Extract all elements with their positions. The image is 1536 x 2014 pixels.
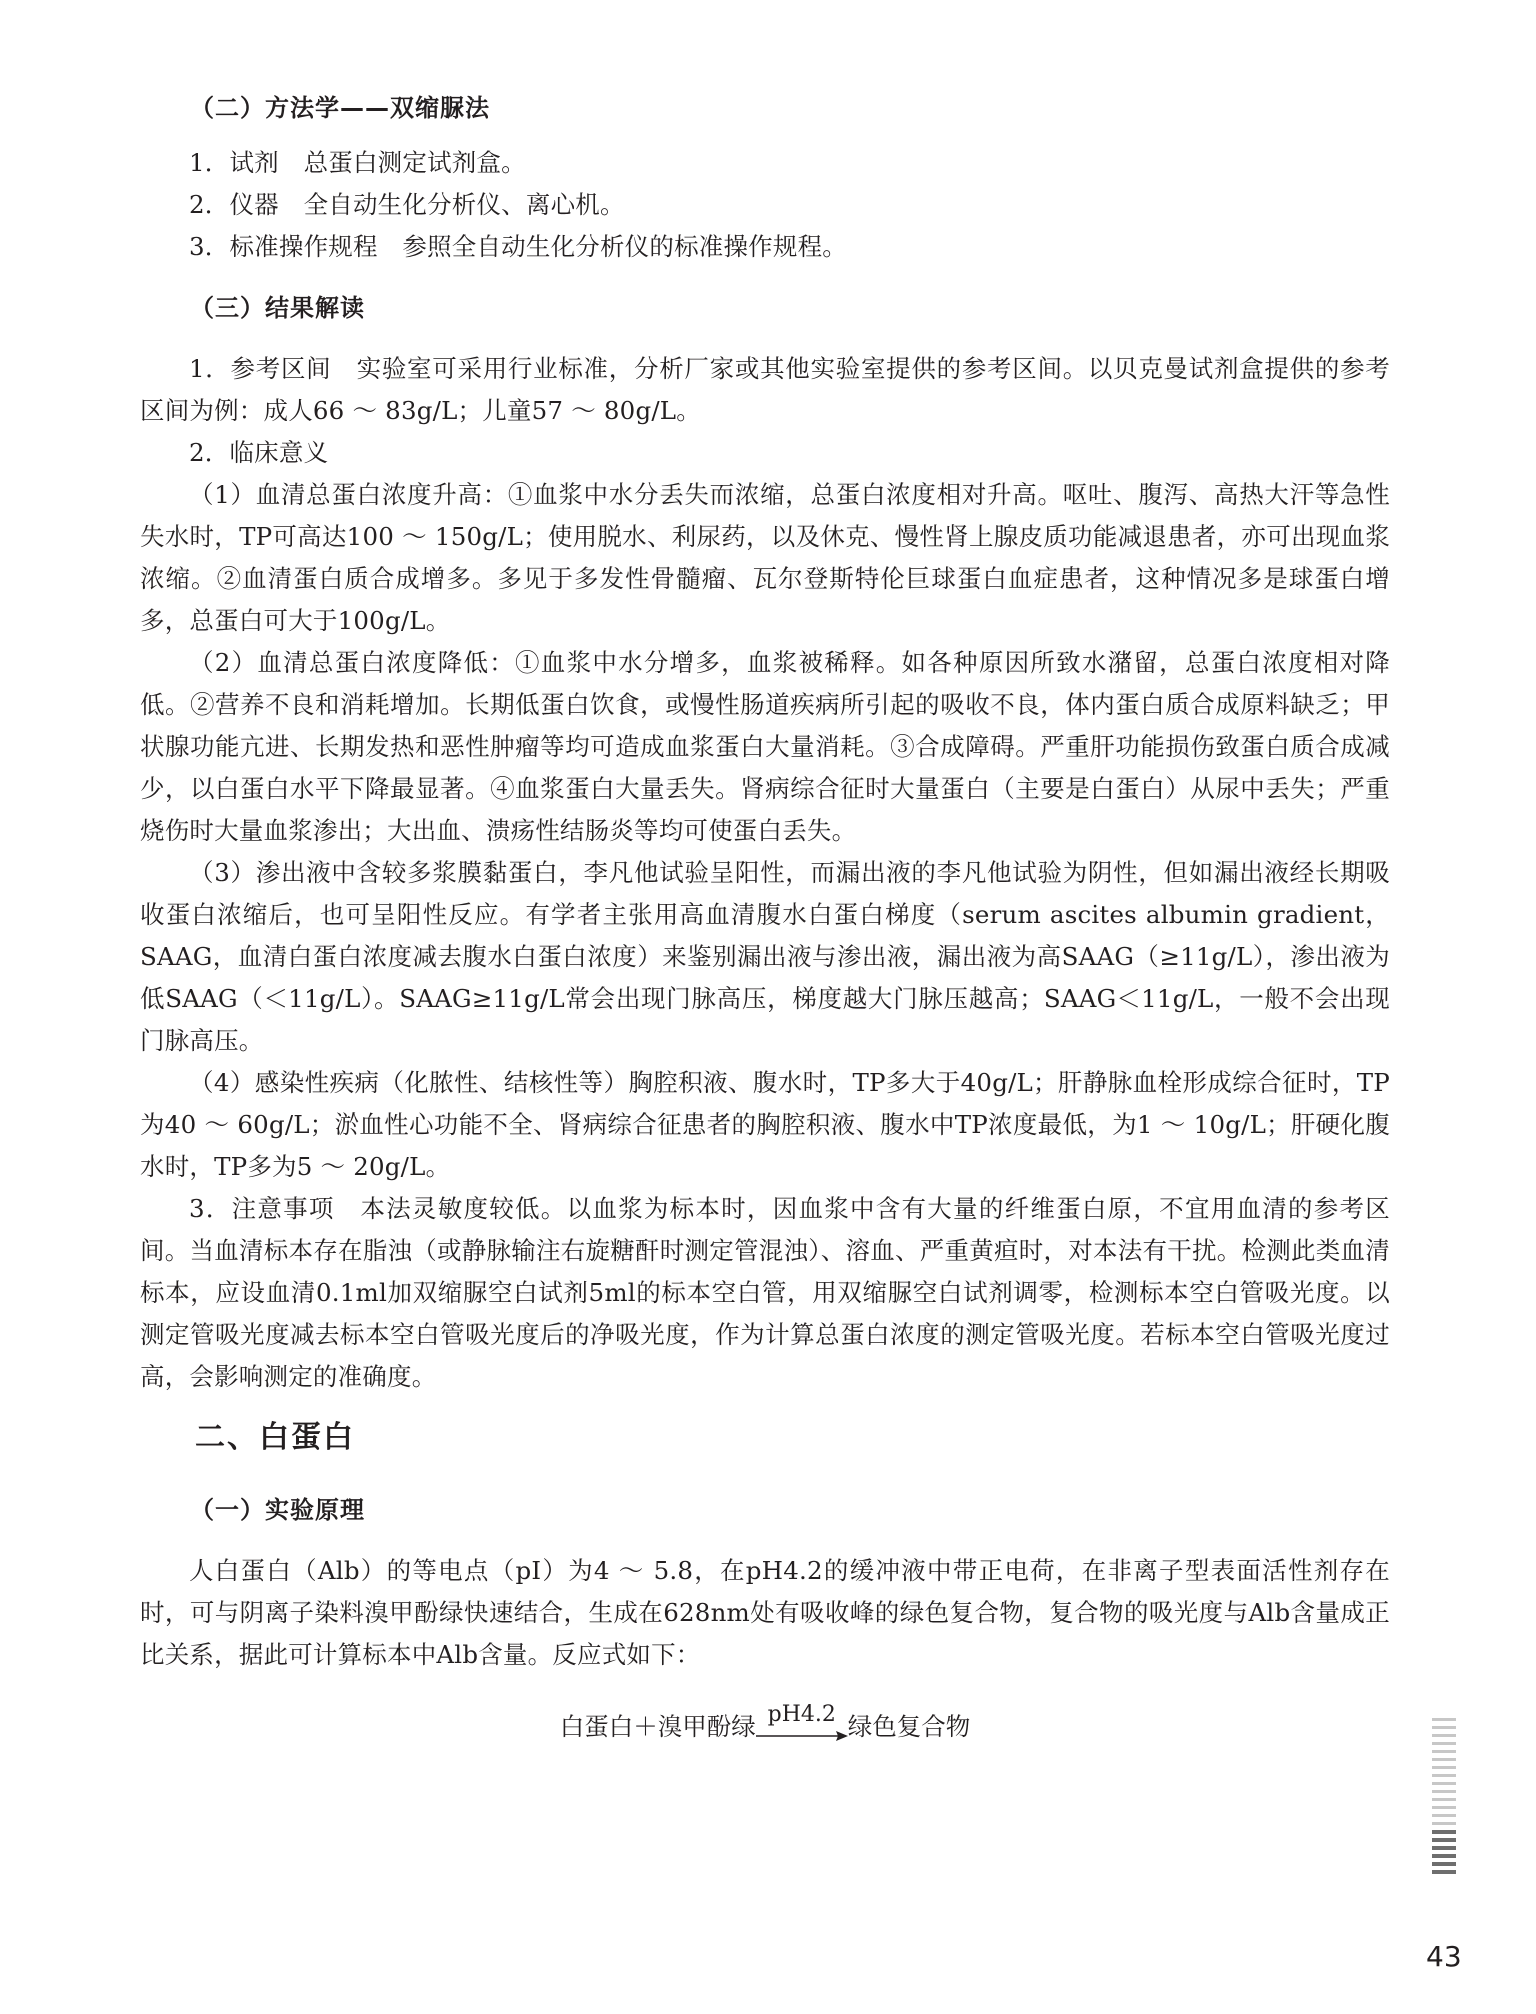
clinical-paragraph-4: （4）感染性疾病（化脓性、结核性等）胸腔积液、腹水时，TP多大于40g/L；肝静脉血栓形成综合征时，TP为40 ～ 60g/L；淤血性心功能不全、肾病综合征患者的胸腔积液、腹水中TP浓度最低，为1 ～ 10g/L；肝硬化腹水时，TP多为5 ～ 20g/L。: [140, 1068, 1390, 1181]
reference-range-paragraph: 1．参考区间 实验室可采用行业标准，分析厂家或其他实验室提供的参考区间。以贝克曼试剂盒提供的参考区间为例：成人66 ～ 83g/L；儿童57 ～ 80g/L。: [140, 354, 1390, 425]
section-heading-albumin: 二、白蛋白: [195, 1420, 355, 1455]
section-heading-results: （三）结果解读: [190, 294, 365, 322]
clinical-paragraph-2: （2）血清总蛋白浓度降低：①血浆中水分增多，血浆被稀释。如各种原因所致水潴留，总蛋白浓度相对降低。②营养不良和消耗增加。长期低蛋白饮食，或慢性肠道疾病所引起的吸收不良，体内蛋白质合成原料缺乏；甲状腺功能亢进、长期发热和恶性肿瘤等均可造成血浆蛋白大量消耗。③合成障碍。严重肝功能损伤致蛋白质合成减少，以白蛋白水平下降最显著。④血浆蛋白大量丢失。肾病综合征时大量蛋白（主要是白蛋白）从尿中丢失；严重烧伤时大量血浆渗出；大出血、溃疡性结肠炎等均可使蛋白丢失。: [140, 648, 1390, 845]
arrow-icon: [756, 1730, 848, 1742]
equation-product: 绿色复合物: [847, 1712, 971, 1741]
method-item-procedure: 3．标准操作规程 参照全自动生化分析仪的标准操作规程。: [189, 232, 847, 261]
clinical-paragraph-3: （3）渗出液中含较多浆膜黏蛋白，李凡他试验呈阳性，而漏出液的李凡他试验为阴性，但如漏出液经长期吸收蛋白浓缩后，也可呈阳性反应。有学者主张用高血清腹水白蛋白梯度（serum ascites albumin gradient，SAAG，血清白蛋白浓度减去腹水白蛋白浓度）来鉴别漏出液与渗出液，漏出液为高SAAG（≥11g/L），渗出液为低SAAG（＜11g/L）。SAAG≥11g/L常会出现门脉高压，梯度越大门脉压越高；SAAG＜11g/L，一般不会出现门脉高压。: [140, 858, 1390, 1055]
clinical-significance-heading: 2．临床意义: [189, 438, 329, 467]
equation-reactants: 白蛋白＋溴甲酚绿: [559, 1712, 756, 1741]
reaction-equation: [140, 1701, 1390, 1748]
section-heading-method: （二）方法学——双缩脲法: [190, 94, 490, 122]
page-edge-tab-dark: [1432, 1830, 1456, 1878]
principle-heading: （一）实验原理: [190, 1496, 365, 1524]
principle-paragraph: 人白蛋白（Alb）的等电点（pI）为4 ～ 5.8，在pH4.2的缓冲液中带正电荷，在非离子型表面活性剂存在时，可与阴离子染料溴甲酚绿快速结合，生成在628nm处有吸收峰的绿色复合物，复合物的吸光度与Alb含量成正比关系，据此可计算标本中Alb含量。反应式如下：: [140, 1556, 1390, 1669]
reaction-arrow: [756, 1701, 848, 1744]
notes-paragraph: 3．注意事项 本法灵敏度较低。以血浆为标本时，因血浆中含有大量的纤维蛋白原，不宜用血清的参考区间。当血清标本存在脂浊（或静脉输注右旋糖酐时测定管混浊）、溶血、严重黄疸时，对本法有干扰。检测此类血清标本，应设血清0.1ml加双缩脲空白试剂5ml的标本空白管，用双缩脲空白试剂调零，检测标本空白管吸光度。以测定管吸光度减去标本空白管吸光度后的净吸光度，作为计算总蛋白浓度的测定管吸光度。若标本空白管吸光度过高，会影响测定的准确度。: [140, 1194, 1390, 1391]
method-item-reagent: 1．试剂 总蛋白测定试剂盒。: [189, 148, 526, 177]
method-item-instrument: 2．仪器 全自动生化分析仪、离心机。: [189, 190, 625, 219]
page-number: 43: [1426, 1940, 1462, 1973]
page-content: [140, 88, 1390, 1748]
reaction-condition: pH4.2: [767, 1701, 836, 1727]
clinical-paragraph-1: （1）血清总蛋白浓度升高：①血浆中水分丢失而浓缩，总蛋白浓度相对升高。呕吐、腹泻、高热大汗等急性失水时，TP可高达100 ～ 150g/L；使用脱水、利尿药，以及休克、慢性肾上腺皮质功能减退患者，亦可出现血浆浓缩。②血清蛋白质合成增多。多见于多发性骨髓瘤、瓦尔登斯特伦巨球蛋白血症患者，这种情况多是球蛋白增多，总蛋白可大于100g/L。: [140, 480, 1390, 635]
